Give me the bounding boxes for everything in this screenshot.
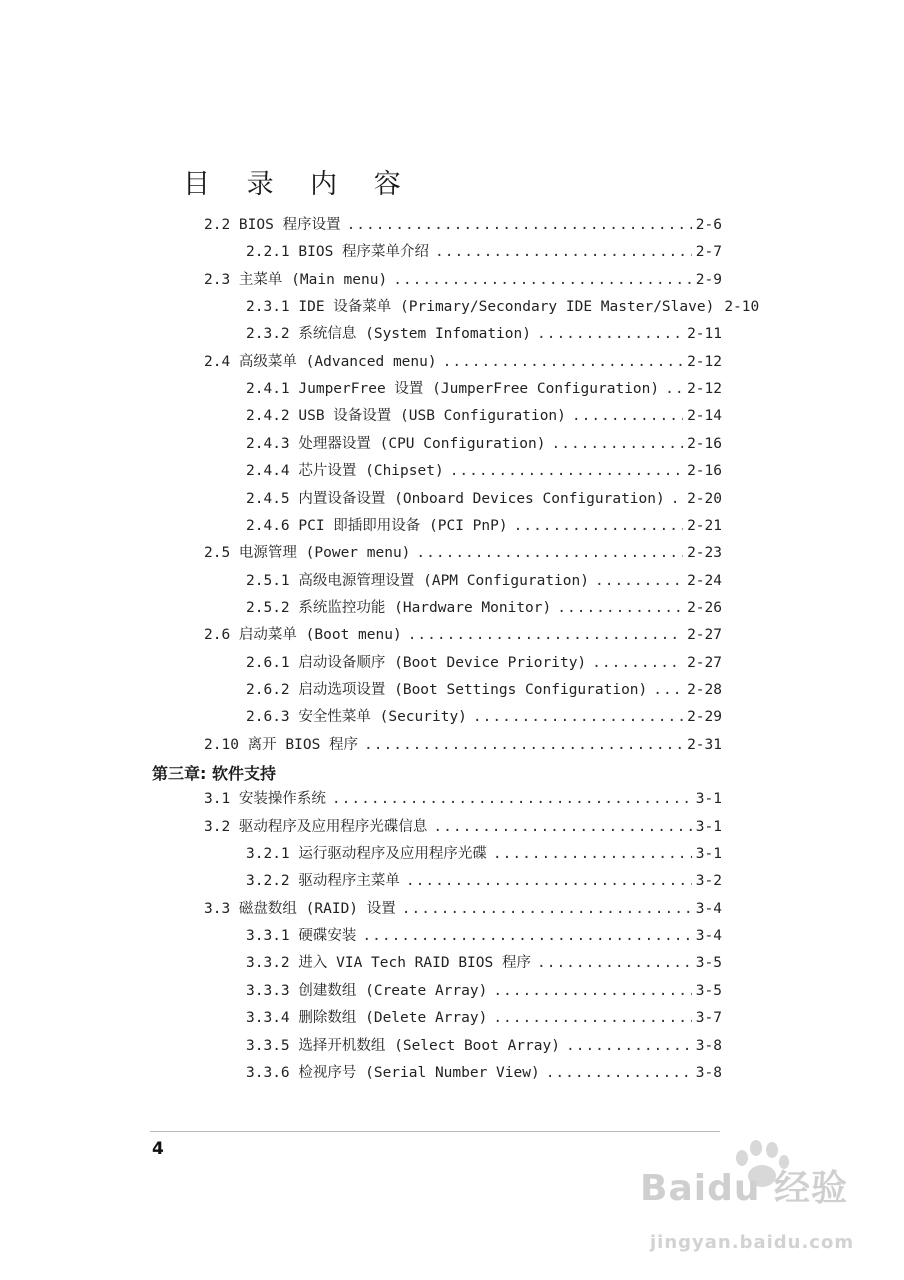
- toc-entry[interactable]: [246, 980, 722, 1002]
- toc-entry-page: 2-16: [687, 435, 722, 452]
- toc-leader-dots: [592, 652, 683, 674]
- toc-entry-label: 2.2.1 BIOS 程序菜单介绍: [246, 244, 430, 261]
- toc-entry[interactable]: [204, 351, 722, 373]
- toc-entry-page: 2-12: [687, 353, 722, 370]
- toc-leader-dots: [653, 679, 683, 701]
- toc-entry[interactable]: [246, 679, 722, 701]
- toc-entry[interactable]: [204, 624, 722, 646]
- toc-entry-page: 2-20: [687, 490, 722, 507]
- toc-entry-label: 2.4.2 USB 设备设置 (USB Configuration): [246, 408, 566, 425]
- toc-leader-dots: [493, 1007, 691, 1029]
- toc-entry[interactable]: [246, 515, 722, 537]
- page-title: 目 录 内 容: [183, 169, 415, 200]
- toc-entry-page: 2-16: [687, 463, 722, 480]
- toc-entry-page: 2-12: [687, 381, 722, 398]
- toc-entry-page: 2-23: [687, 545, 722, 562]
- toc-entry[interactable]: [204, 788, 722, 810]
- toc-leader-dots: [443, 351, 683, 373]
- toc-leader-dots: [671, 488, 683, 510]
- toc-entry[interactable]: [246, 323, 722, 345]
- toc-entry-label: 2.2 BIOS 程序设置: [204, 217, 341, 233]
- toc-entry-label: 3.2.2 驱动程序主菜单: [246, 873, 400, 890]
- toc-leader-dots: [393, 269, 692, 291]
- toc-entry[interactable]: [246, 706, 722, 728]
- toc-entry[interactable]: [204, 734, 722, 756]
- toc-entry[interactable]: [204, 214, 722, 236]
- toc-entry[interactable]: [246, 1062, 722, 1084]
- toc-entry-page: 2-26: [687, 599, 722, 616]
- toc-entry-page: 2-24: [687, 572, 722, 589]
- toc-leader-dots: [537, 952, 692, 974]
- toc-leader-dots: [416, 542, 683, 564]
- toc-leader-dots: [473, 706, 683, 728]
- toc-entry-label: 3.3 磁盘数组 (RAID) 设置: [204, 900, 396, 917]
- toc-entry-page: 2-28: [687, 681, 722, 698]
- toc-entry-label: 3.2 驱动程序及应用程序光碟信息: [204, 818, 428, 835]
- toc-entry[interactable]: [204, 816, 722, 838]
- toc-leader-dots: [546, 1062, 692, 1084]
- toc-entry-label: 2.5 电源管理 (Power menu): [204, 545, 411, 562]
- toc-leader-dots: [665, 378, 683, 400]
- toc-entry[interactable]: [246, 952, 722, 974]
- toc-entry-label: 2.4.1 JumperFree 设置 (JumperFree Configuration): [246, 381, 660, 398]
- toc-entry-page: 2-29: [687, 709, 722, 726]
- toc-entry-page: 3-1: [695, 818, 722, 835]
- toc-entry-label: 2.5.2 系统监控功能 (Hardware Monitor): [246, 599, 552, 616]
- toc-entry-label: 2.6.1 启动设备顺序 (Boot Device Priority): [246, 654, 587, 671]
- toc-leader-dots: [572, 405, 683, 427]
- toc-leader-dots: [514, 515, 683, 537]
- toc-entry-label: 2.6.2 启动选项设置 (Boot Settings Configuration): [246, 681, 648, 698]
- toc-entry-label: 2.4.6 PCI 即插即用设备 (PCI PnP): [246, 517, 508, 534]
- toc-entry-page: 2-21: [687, 517, 722, 534]
- toc-entry-label: 3.3.2 进入 VIA Tech RAID BIOS 程序: [246, 955, 531, 972]
- toc-entry-label: 2.4.4 芯片设置 (Chipset): [246, 463, 444, 480]
- toc-entry-page: 2-9: [695, 271, 722, 288]
- toc-entry-label: 3.3.1 硬碟安装: [246, 928, 357, 945]
- toc-entry-label: 2.6 启动菜单 (Boot menu): [204, 627, 402, 644]
- toc-entry-page: 2-27: [687, 654, 722, 671]
- toc-entry-label: 2.6.3 安全性菜单 (Security): [246, 709, 467, 726]
- toc-entry-label: 3.3.4 删除数组 (Delete Array): [246, 1010, 488, 1027]
- toc-entry[interactable]: [246, 597, 722, 619]
- toc-entry[interactable]: [246, 460, 722, 482]
- chapter-heading: 第三章: 软件支持: [152, 764, 276, 783]
- toc-entry[interactable]: [246, 1035, 722, 1057]
- baidu-watermark: [640, 1140, 860, 1270]
- toc-entry[interactable]: [246, 925, 722, 947]
- toc-entry-page: 3-1: [695, 791, 722, 808]
- toc-entry-label: 2.4 高级菜单 (Advanced menu): [204, 353, 437, 370]
- toc-leader-dots: [332, 788, 692, 810]
- toc-leader-dots: [364, 734, 683, 756]
- toc-leader-dots: [435, 241, 692, 263]
- toc-entry-page: 2-6: [695, 217, 722, 233]
- toc-entry[interactable]: [246, 652, 722, 674]
- toc-entry-label: 3.3.6 检视序号 (Serial Number View): [246, 1064, 540, 1081]
- toc-leader-dots: [595, 570, 683, 592]
- toc-entry[interactable]: [246, 843, 722, 865]
- toc-leader-dots: [551, 433, 683, 455]
- toc-leader-dots: [537, 323, 683, 345]
- toc-leader-dots: [433, 816, 691, 838]
- toc-entry[interactable]: [204, 269, 722, 291]
- toc-entry-page: 2-11: [687, 326, 722, 343]
- toc-entry[interactable]: [246, 378, 722, 400]
- toc-leader-dots: [493, 980, 691, 1002]
- toc-entry-page: 3-1: [695, 846, 722, 863]
- toc-entry[interactable]: [246, 570, 722, 592]
- toc-entry-page: 3-4: [695, 928, 722, 945]
- toc-entry-page: 3-5: [695, 955, 722, 972]
- toc-leader-dots: [557, 597, 683, 619]
- toc-entry[interactable]: [246, 1007, 722, 1029]
- toc-leader-dots: [402, 898, 692, 920]
- toc-entry-page: 3-8: [695, 1064, 722, 1081]
- watermark-url: jingyan.baidu.com: [650, 1232, 855, 1253]
- toc-entry-label: 3.1 安装操作系统: [204, 791, 326, 808]
- toc-entry-page: 2-14: [687, 408, 722, 425]
- toc-leader-dots: [450, 460, 683, 482]
- toc-entry-page: 3-2: [695, 873, 722, 890]
- toc-entry-label: 3.3.5 选择开机数组 (Select Boot Array): [246, 1037, 560, 1054]
- toc-entry-page: 2-27: [687, 627, 722, 644]
- page-number: 4: [152, 1139, 164, 1159]
- toc-entry[interactable]: [246, 870, 722, 892]
- toc-leader-dots: [362, 925, 691, 947]
- watermark-logo: Baidu 经验: [640, 1168, 849, 1209]
- toc-entry-page: 2-31: [687, 736, 722, 753]
- toc-leader-dots: [408, 624, 683, 646]
- toc-entry-page: 3-8: [695, 1037, 722, 1054]
- toc-leader-dots: [347, 214, 692, 236]
- toc-entry-label: 2.3.1 IDE 设备菜单 (Primary/Secondary IDE Master/Slave): [246, 299, 715, 316]
- toc-leader-dots: [406, 870, 692, 892]
- toc-entry-page: 2-10: [724, 299, 760, 316]
- toc-entry-label: 2.4.3 处理器设置 (CPU Configuration): [246, 435, 546, 452]
- toc-leader-dots: [566, 1035, 692, 1057]
- toc-entry-label: 2.3.2 系统信息 (System Infomation): [246, 326, 531, 343]
- toc-entry[interactable]: [246, 488, 722, 510]
- toc-entry-page: 3-7: [695, 1010, 722, 1027]
- toc-leader-dots: [493, 843, 692, 865]
- toc-entry-page: 2-7: [695, 244, 722, 261]
- toc-entry[interactable]: [246, 405, 722, 427]
- toc-entry-label: 2.10 离开 BIOS 程序: [204, 736, 359, 753]
- toc-entry-page: 3-4: [695, 900, 722, 917]
- toc-entry[interactable]: [246, 296, 760, 318]
- toc-entry-label: 3.2.1 运行驱动程序及应用程序光碟: [246, 846, 487, 863]
- toc-entry[interactable]: [246, 433, 722, 455]
- toc-entry-page: 3-5: [695, 982, 722, 999]
- footer-divider: [150, 1131, 720, 1132]
- toc-entry[interactable]: [204, 898, 722, 920]
- toc-entry[interactable]: [246, 241, 722, 263]
- toc-entry[interactable]: [204, 542, 722, 564]
- toc-entry-label: 2.5.1 高级电源管理设置 (APM Configuration): [246, 572, 589, 589]
- toc-entry-label: 2.3 主菜单 (Main menu): [204, 271, 388, 288]
- toc-entry-label: 3.3.3 创建数组 (Create Array): [246, 982, 488, 999]
- toc-entry-label: 2.4.5 内置设备设置 (Onboard Devices Configuration): [246, 490, 665, 507]
